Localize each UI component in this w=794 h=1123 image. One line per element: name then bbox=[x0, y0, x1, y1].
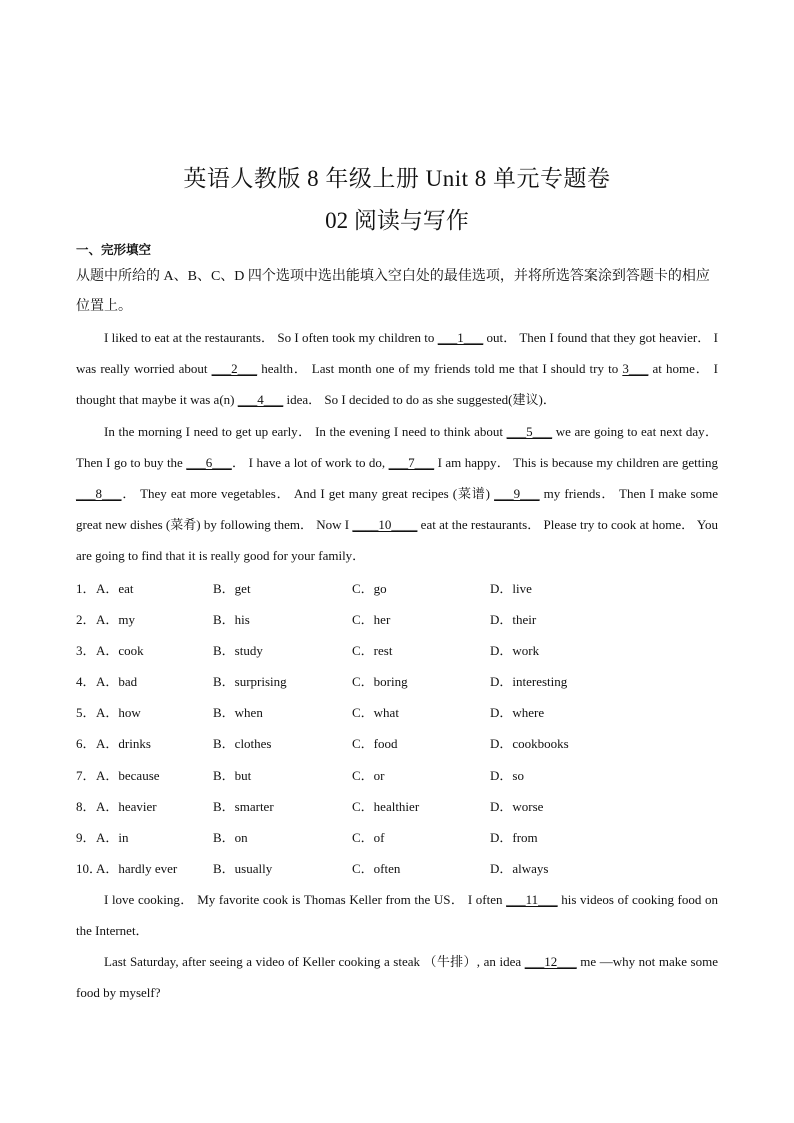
option-row bbox=[76, 728, 718, 759]
option-row bbox=[76, 573, 718, 604]
blank-1: ___1___ bbox=[437, 330, 484, 345]
question-number: 8． bbox=[76, 798, 96, 814]
blank-11: ___11___ bbox=[506, 892, 558, 907]
option-b: B．on bbox=[213, 829, 248, 845]
passage1-paragraph1 bbox=[76, 322, 718, 415]
option-c: C．or bbox=[352, 767, 385, 783]
blank-9: ___9___ bbox=[494, 486, 540, 501]
option-b: B．but bbox=[213, 767, 252, 783]
text-segment: ． They eat more vegetables． And I get many great recipes (菜谱) bbox=[121, 486, 495, 501]
option-row bbox=[76, 791, 718, 822]
text-segment: I am happy． This is because my children are getting bbox=[434, 455, 718, 470]
option-b: B．when bbox=[213, 705, 263, 721]
text-segment: ． I have a lot of work to do, bbox=[231, 455, 389, 470]
option-d: D．interesting bbox=[490, 674, 568, 690]
option-b: B．study bbox=[213, 643, 263, 659]
passage2-paragraph2 bbox=[76, 946, 718, 1008]
text-segment: eat at the restaurants． Please try to cook at home． You are going to find that it is really good for your family． bbox=[76, 517, 718, 563]
option-b: B．get bbox=[213, 581, 251, 596]
text-segment: at home． I thought that maybe it was a(n) bbox=[76, 361, 719, 407]
option-d: D．live bbox=[490, 581, 532, 596]
text-segment: we are going to eat next day． Then I go to buy the bbox=[76, 424, 718, 470]
option-row bbox=[76, 604, 718, 635]
option-c: C．food bbox=[352, 736, 398, 752]
question-number: 7． bbox=[76, 767, 96, 783]
option-row bbox=[76, 822, 718, 853]
option-a: A．how bbox=[96, 705, 141, 721]
text-segment: me —why not make some food by myself? bbox=[76, 954, 718, 1000]
option-d: D．their bbox=[490, 612, 537, 628]
option-c: C．healthier bbox=[352, 798, 420, 814]
option-d: D．where bbox=[490, 705, 545, 721]
blank-6: ___6___ bbox=[186, 455, 232, 470]
option-row bbox=[76, 666, 718, 697]
option-d: D．always bbox=[490, 860, 549, 876]
passage2-paragraph1 bbox=[76, 884, 718, 946]
blank-3: 3___ bbox=[622, 361, 649, 376]
option-b: B．smarter bbox=[213, 798, 274, 814]
blank-10: ____10____ bbox=[352, 517, 418, 532]
text-segment: idea． So I decided to do as she suggested(建议)． bbox=[283, 392, 556, 407]
text-segment: In the morning I need to get up early． In the evening I need to think about bbox=[104, 424, 507, 439]
option-d: D．worse bbox=[490, 798, 544, 814]
question-number: 2． bbox=[76, 612, 96, 628]
blank-2: ___2___ bbox=[211, 361, 258, 376]
option-c: C．go bbox=[352, 581, 387, 596]
option-row bbox=[76, 697, 718, 728]
text-segment: Last Saturday, after seeing a video of Keller cooking a steak （牛排）, an idea bbox=[104, 954, 525, 969]
blank-4: ___4___ bbox=[237, 392, 284, 407]
blank-7: ___7___ bbox=[388, 455, 435, 470]
text-segment: health． Last month one of my friends told me that I should try to bbox=[257, 361, 623, 376]
option-c: C．what bbox=[352, 705, 399, 721]
option-d: D．work bbox=[490, 643, 540, 659]
text-segment: out． Then I found that they got heavier． I was really worried about bbox=[76, 330, 718, 376]
blank-5: ___5___ bbox=[506, 424, 553, 439]
option-b: B．surprising bbox=[213, 674, 287, 690]
page-subtitle: 02 阅读与写作 bbox=[325, 208, 469, 233]
option-row bbox=[76, 853, 718, 884]
question-number: 5． bbox=[76, 705, 96, 721]
option-a: A．in bbox=[96, 829, 129, 845]
option-c: C．her bbox=[352, 612, 391, 628]
page-title: 英语人教版 8 年级上册 Unit 8 单元专题卷 bbox=[183, 166, 611, 191]
option-a: A．eat bbox=[96, 581, 134, 596]
option-b: B．clothes bbox=[213, 736, 272, 752]
option-a: A．my bbox=[96, 612, 136, 628]
blank-8: ___8___ bbox=[76, 486, 122, 501]
text-segment: I liked to eat at the restaurants． So I often took my children to bbox=[104, 330, 438, 345]
question-number: 9． bbox=[76, 829, 96, 845]
instruction-text: 从题中所给的 A、B、C、D 四个选项中选出能填入空白处的最佳选项，并将所选答案涂到答题卡的相应位置上。 bbox=[76, 269, 710, 314]
options-list bbox=[76, 573, 718, 884]
option-a: A．because bbox=[96, 767, 160, 783]
question-number: 4． bbox=[76, 674, 96, 690]
option-a: A．bad bbox=[96, 674, 138, 690]
text-segment: my friends． Then I make some great new dishes (菜肴) by following them． Now I bbox=[76, 486, 718, 532]
option-b: B．his bbox=[213, 612, 250, 628]
option-d: D．cookbooks bbox=[490, 736, 569, 752]
option-row bbox=[76, 760, 718, 791]
question-number: 10． bbox=[76, 860, 103, 876]
option-row bbox=[76, 635, 718, 666]
question-number: 3． bbox=[76, 643, 96, 659]
option-c: C．of bbox=[352, 829, 385, 845]
option-a: A．drinks bbox=[96, 736, 151, 752]
passage1-paragraph2 bbox=[76, 416, 718, 571]
question-number: 6． bbox=[76, 736, 96, 752]
option-c: C．boring bbox=[352, 674, 408, 690]
option-a: A．cook bbox=[96, 643, 144, 659]
option-c: C．often bbox=[352, 860, 401, 876]
question-number: 1． bbox=[76, 581, 96, 596]
option-c: C．rest bbox=[352, 643, 393, 659]
text-segment: I love cooking． My favorite cook is Thomas Keller from the US． I often bbox=[104, 892, 507, 907]
option-d: D．so bbox=[490, 767, 524, 783]
option-a: A．hardly ever bbox=[96, 860, 178, 876]
option-d: D．from bbox=[490, 829, 538, 845]
option-b: B．usually bbox=[213, 860, 273, 876]
blank-12: ___12___ bbox=[524, 954, 577, 969]
section-heading: 一、完形填空 bbox=[76, 242, 152, 257]
text-segment: his videos of cooking food on the Internet． bbox=[76, 892, 719, 938]
option-a: A．heavier bbox=[96, 798, 157, 814]
